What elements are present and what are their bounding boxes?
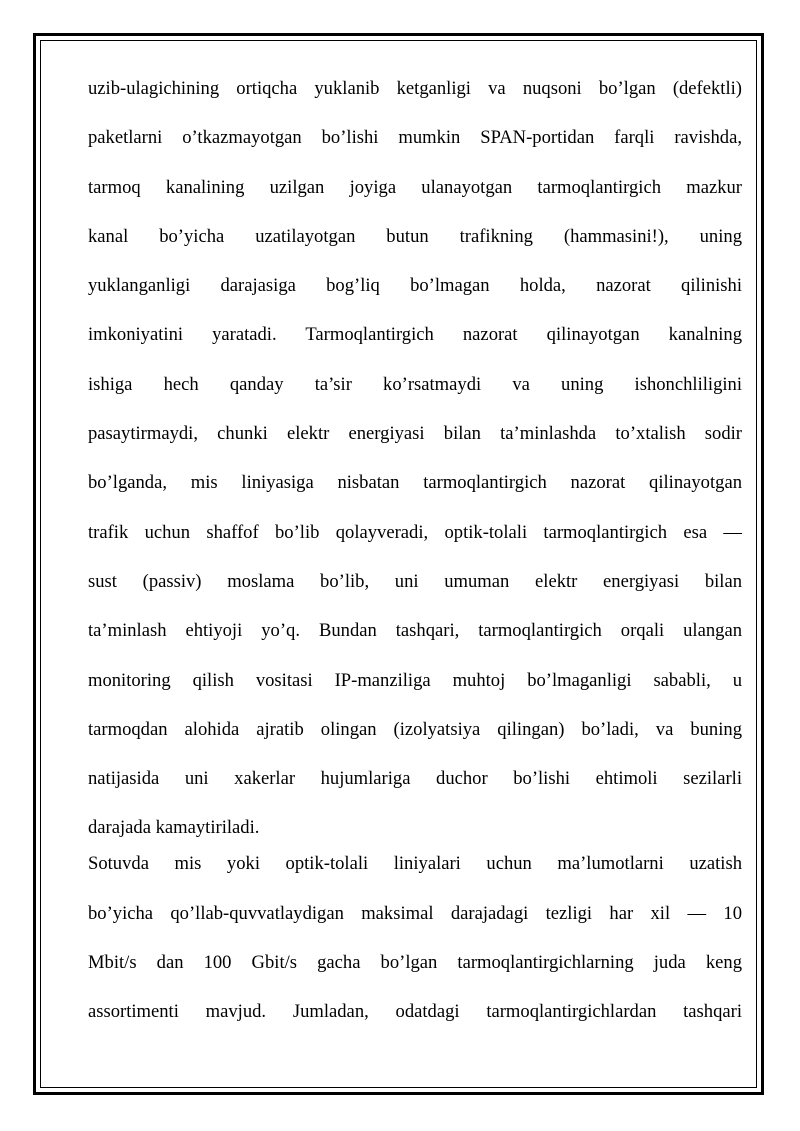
text-line: sust (passiv) moslama bo’lib, uni umuman elektr energiyasi bilan <box>88 570 742 592</box>
text-line: bo’lganda, mis liniyasiga nisbatan tarmoqlantirgich nazorat qilinayotgan <box>88 472 742 494</box>
text-line: monitoring qilish vositasi IP-manziliga muhtoj bo’lmaganligi sababli, u <box>88 669 742 691</box>
text-line: imkoniyatini yaratadi. Tarmoqlantirgich nazorat qilinayotgan kanalning <box>88 324 742 346</box>
text-line: kanal bo’yicha uzatilayotgan butun trafikning (hammasini!), uning <box>88 225 742 247</box>
text-line: darajada kamaytiriladi. <box>88 817 260 839</box>
text-line: ta’minlash ehtiyoji yo’q. Bundan tashqari, tarmoqlantirgich orqali ulangan <box>88 620 742 642</box>
text-line: yuklanganligi darajasiga bog’liq bo’lmagan holda, nazorat qilinishi <box>88 275 742 297</box>
text-line: trafik uchun shaffof bo’lib qolayveradi, optik-tolali tarmoqlantirgich esa — <box>88 521 742 543</box>
document-body <box>88 72 742 1045</box>
text-line: ishiga hech qanday ta’sir ko’rsatmaydi va uning ishonchliligini <box>88 373 742 395</box>
text-line: tarmoqdan alohida ajratib olingan (izolyatsiya qilingan) bo’ladi, va buning <box>88 718 742 740</box>
text-line: tarmoq kanalining uzilgan joyiga ulanayotgan tarmoqlantirgich mazkur <box>88 176 742 198</box>
text-line: Mbit/s dan 100 Gbit/s gacha bo’lgan tarmoqlantirgichlarning juda keng <box>88 952 742 974</box>
text-line: assortimenti mavjud. Jumladan, odatdagi tarmoqlantirgichlardan tashqari <box>88 1001 742 1023</box>
text-line: pasaytirmaydi, chunki elektr energiyasi bilan ta’minlashda to’xtalish sodir <box>88 423 742 445</box>
text-line: paketlarni o’tkazmayotgan bo’lishi mumkin SPAN-portidan farqli ravishda, <box>88 127 742 149</box>
text-line: natijasida uni xakerlar hujumlariga duchor bo’lishi ehtimoli sezilarli <box>88 768 742 790</box>
text-line: bo’yicha qo’llab-quvvatlaydigan maksimal darajadagi tezligi har xil — 10 <box>88 902 742 924</box>
text-line: Sotuvda mis yoki optik-tolali liniyalari uchun ma’lumotlarni uzatish <box>88 853 742 875</box>
text-line: uzib-ulagichining ortiqcha yuklanib ketganligi va nuqsoni bo’lgan (defektli) <box>88 78 742 99</box>
